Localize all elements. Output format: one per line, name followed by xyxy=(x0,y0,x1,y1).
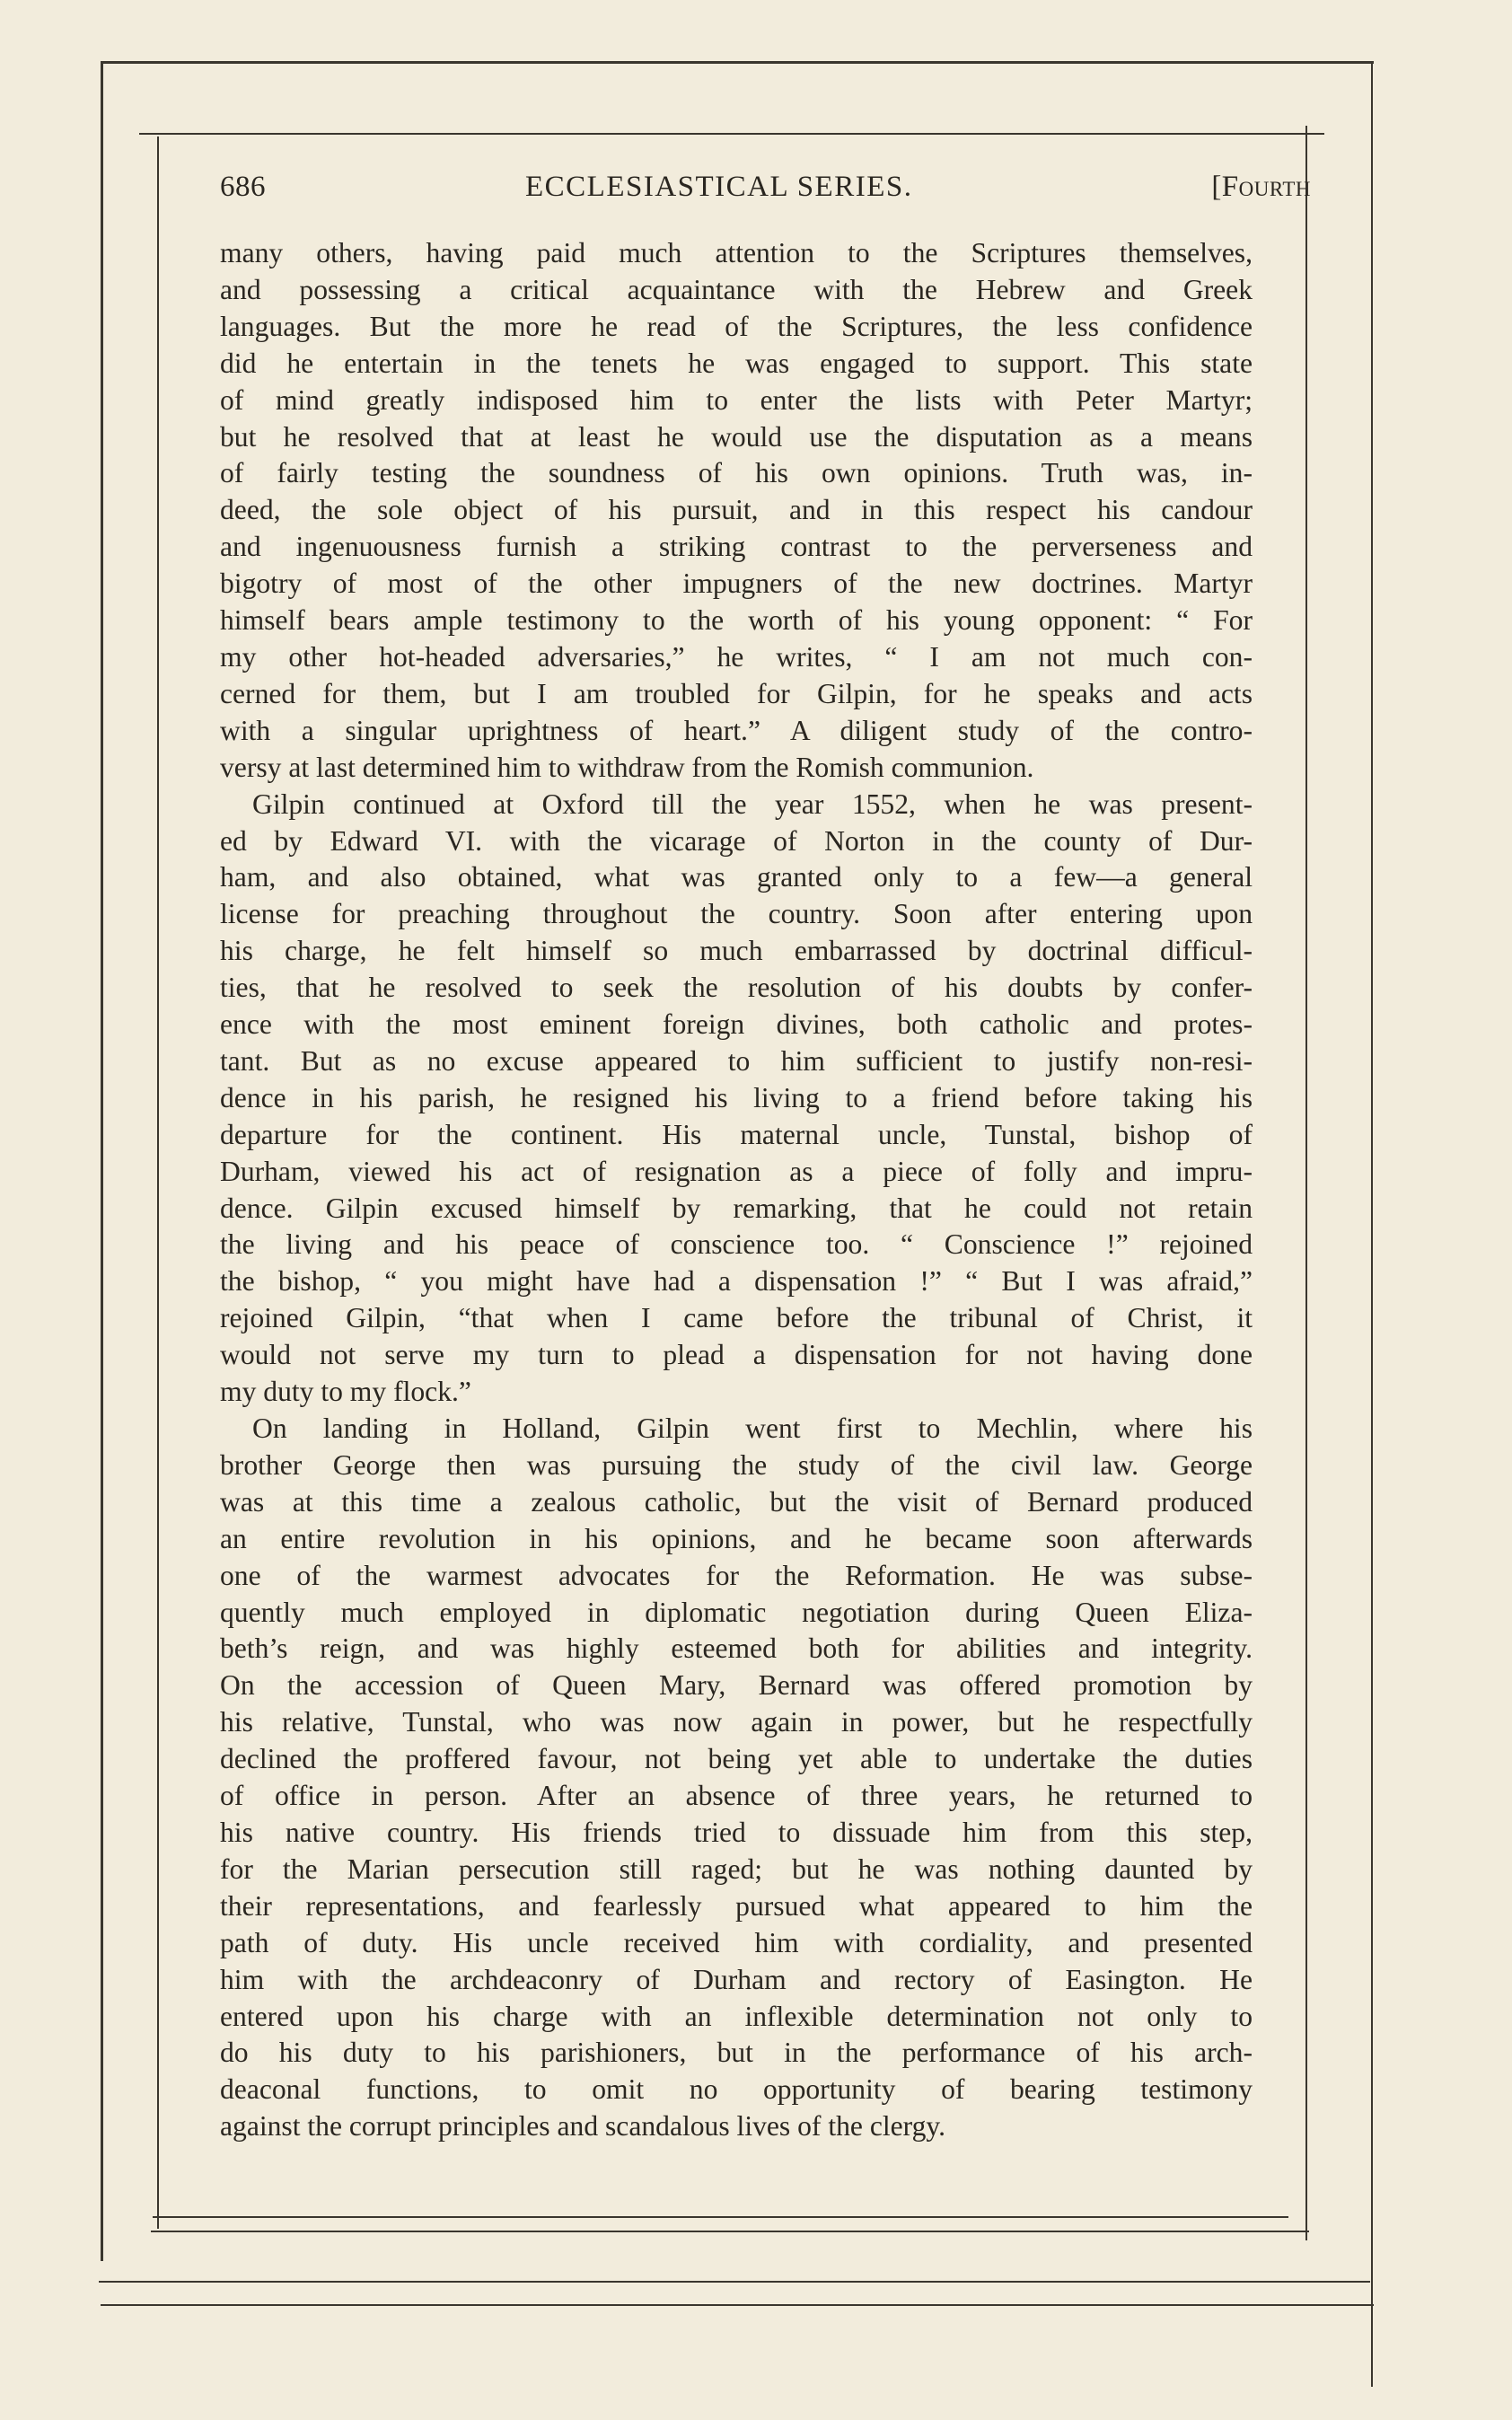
text-line: the living and his peace of conscience too. “ Conscience !” rejoined xyxy=(220,1228,1253,1261)
text-line: On the accession of Queen Mary, Bernard was offered promotion by xyxy=(220,1669,1253,1702)
text-line: deaconal functions, to omit no opportunity of bearing testimony xyxy=(220,2073,1253,2106)
header-rule xyxy=(139,133,1324,135)
text-line: ence with the most eminent foreign divines, both catholic and protes- xyxy=(220,1008,1253,1041)
text-line: do his duty to his parishioners, but in the performance of his arch- xyxy=(220,2037,1253,2069)
text-line: beth’s reign, and was highly esteemed both for abilities and integrity. xyxy=(220,1632,1253,1665)
bottom-rule-1 xyxy=(153,2216,1288,2218)
text-line: many others, having paid much attention to the Scriptures themselves, xyxy=(220,237,1253,268)
text-line: my duty to my flock.” xyxy=(220,1376,471,1408)
text-line: brother George then was pursuing the study of the civil law. George xyxy=(220,1448,1253,1481)
text-line: my other hot-headed adversaries,” he writes, “ I am not much con- xyxy=(220,640,1253,673)
text-line: On landing in Holland, Gilpin went first to Mechlin, where his xyxy=(252,1412,1253,1444)
text-line: him with the archdeaconry of Durham and rectory of Easington. He xyxy=(220,1963,1253,1995)
text-line: rejoined Gilpin, “that when I came before the tribunal of Christ, it xyxy=(220,1302,1253,1334)
page-number: 686 xyxy=(220,171,266,203)
text-line: against the corrupt principles and scandalous lives of the clergy. xyxy=(220,2110,946,2143)
text-line: versy at last determined him to withdraw from the Romish communion. xyxy=(220,751,1034,783)
bottom-rule-3 xyxy=(99,2281,1370,2283)
text-line: and possessing a critical acquaintance with the Hebrew and Greek xyxy=(220,273,1253,305)
text-line: with a singular uprightness of heart.” A diligent study of the contro- xyxy=(220,714,1253,746)
running-header xyxy=(220,171,1311,216)
text-line: an entire revolution in his opinions, and he became soon afterwards xyxy=(220,1522,1253,1554)
text-line: license for preaching throughout the country. Soon after entering upon xyxy=(220,898,1253,930)
text-line: languages. But the more he read of the Scriptures, the less confidence xyxy=(220,310,1253,342)
text-line: departure for the continent. His maternal uncle, Tunstal, bishop of xyxy=(220,1118,1253,1150)
bottom-rule-4 xyxy=(101,2304,1374,2306)
text-line: and ingenuousness furnish a striking contrast to the perverseness and xyxy=(220,531,1253,563)
text-line: of fairly testing the soundness of his own opinions. Truth was, in- xyxy=(220,457,1253,489)
text-line: entered upon his charge with an inflexible determination not only to xyxy=(220,2000,1253,2032)
text-line: their representations, and fearlessly pursued what appeared to him the xyxy=(220,1889,1253,1922)
text-line: tant. But as no excuse appeared to him sufficient to justify non-resi- xyxy=(220,1044,1253,1077)
text-line: did he entertain in the tenets he was engaged to support. This state xyxy=(220,347,1253,379)
text-line: bigotry of most of the other impugners of the new doctrines. Martyr xyxy=(220,568,1253,600)
text-line: of mind greatly indisposed him to enter the lists with Peter Martyr; xyxy=(220,383,1253,416)
bottom-rule-2 xyxy=(151,2231,1309,2232)
text-line: was at this time a zealous catholic, but the visit of Bernard produced xyxy=(220,1485,1253,1518)
left-frame-rule xyxy=(101,61,103,2261)
section-label: [Fourth xyxy=(1211,171,1311,203)
text-line: the bishop, “ you might have had a dispensation !” “ But I was afraid,” xyxy=(220,1265,1253,1298)
right-frame-rule xyxy=(1371,61,1373,2387)
text-line: Gilpin continued at Oxford till the year 1552, when he was present- xyxy=(252,788,1253,820)
text-line: his native country. His friends tried to dissuade him from this step, xyxy=(220,1816,1253,1848)
text-line: cerned for them, but I am troubled for Gilpin, for he speaks and acts xyxy=(220,677,1253,709)
text-line: ham, and also obtained, what was granted only to a few—a general xyxy=(220,861,1253,893)
text-line: Durham, viewed his act of resignation as a piece of folly and impru- xyxy=(220,1155,1253,1187)
text-line: declined the proffered favour, not being yet able to undertake the duties xyxy=(220,1743,1253,1775)
text-line: quently much employed in diplomatic negotiation during Queen Eliza- xyxy=(220,1596,1253,1628)
inner-left-rule xyxy=(157,136,159,2229)
text-line: himself bears ample testimony to the worth of his young opponent: “ For xyxy=(220,604,1253,637)
inner-right-rule xyxy=(1305,126,1307,2240)
text-line: one of the warmest advocates for the Reformation. He was subse- xyxy=(220,1559,1253,1591)
text-line: dence. Gilpin excused himself by remarking, that he could not retain xyxy=(220,1192,1253,1224)
text-line: his charge, he felt himself so much embarrassed by doctrinal difficul- xyxy=(220,935,1253,967)
text-line: his relative, Tunstal, who was now again in power, but he respectfully xyxy=(220,1706,1253,1738)
text-line: would not serve my turn to plead a dispensation for not having done xyxy=(220,1339,1253,1371)
text-line: for the Marian persecution still raged; but he was nothing daunted by xyxy=(220,1852,1253,1885)
body-text xyxy=(220,235,1253,2145)
text-line: ties, that he resolved to seek the resolution of his doubts by confer- xyxy=(220,972,1253,1004)
text-line: but he resolved that at least he would use the disputation as a means xyxy=(220,420,1253,453)
text-line: ed by Edward VI. with the vicarage of Norton in the county of Dur- xyxy=(220,824,1253,857)
text-line: path of duty. His uncle received him with cordiality, and presented xyxy=(220,1926,1253,1958)
top-frame-rule xyxy=(101,61,1374,64)
text-line: dence in his parish, he resigned his living to a friend before taking his xyxy=(220,1081,1253,1113)
text-line: of office in person. After an absence of three years, he returned to xyxy=(220,1780,1253,1812)
running-title: ECCLESIASTICAL SERIES. xyxy=(525,171,913,203)
text-line: deed, the sole object of his pursuit, and in this respect his candour xyxy=(220,494,1253,526)
